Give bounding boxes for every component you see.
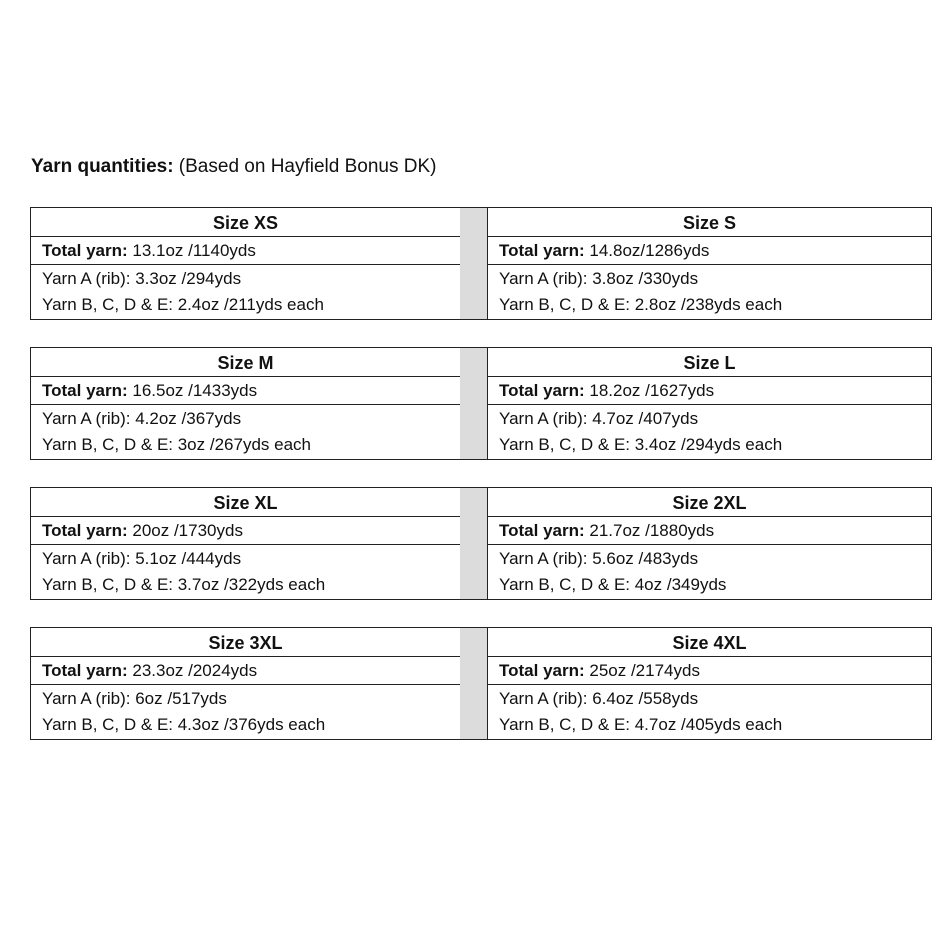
total-yarn-value: 23.3oz /2024yds (127, 661, 258, 680)
yarn-bcde-row: Yarn B, C, D & E: 2.8oz /238yds each (499, 295, 783, 314)
yarn-bcde-row: Yarn B, C, D & E: 3.7oz /322yds each (42, 575, 326, 594)
size-table-3xl (30, 627, 461, 740)
total-yarn-label: Total yarn: (42, 241, 128, 260)
table-divider (460, 487, 488, 600)
total-yarn-value: 13.1oz /1140yds (127, 241, 256, 260)
total-yarn-row (31, 657, 460, 685)
size-table-xl (30, 487, 461, 600)
total-yarn-value: 14.8oz/1286yds (584, 241, 710, 260)
total-yarn-row (31, 237, 460, 265)
yarn-a-row: Yarn A (rib): 6.4oz /558yds (499, 689, 699, 708)
total-yarn-label: Total yarn: (499, 241, 585, 260)
size-title: Size 2XL (488, 488, 931, 517)
size-row-xs-s (30, 207, 932, 320)
size-table-2xl (487, 487, 932, 600)
table-divider (460, 627, 488, 740)
heading-source: (Based on Hayfield Bonus DK) (173, 156, 437, 177)
total-yarn-value: 16.5oz /1433yds (127, 381, 258, 400)
total-yarn-label: Total yarn: (42, 521, 128, 540)
size-table-m (30, 347, 461, 460)
yarn-bcde-row: Yarn B, C, D & E: 4.7oz /405yds each (499, 715, 783, 734)
yarn-bcde-row: Yarn B, C, D & E: 3.4oz /294yds each (499, 435, 783, 454)
total-yarn-value: 18.2oz /1627yds (584, 381, 715, 400)
total-yarn-label: Total yarn: (42, 381, 128, 400)
size-title: Size 3XL (31, 628, 460, 657)
yarn-bcde-row: Yarn B, C, D & E: 3oz /267yds each (42, 435, 311, 454)
total-yarn-value: 20oz /1730yds (127, 521, 243, 540)
total-yarn-value: 21.7oz /1880yds (584, 521, 715, 540)
total-yarn-row (488, 517, 931, 545)
total-yarn-row (488, 377, 931, 405)
total-yarn-row (31, 377, 460, 405)
size-title: Size M (31, 348, 460, 377)
page-heading (31, 155, 437, 179)
table-divider (460, 207, 488, 320)
total-yarn-label: Total yarn: (499, 521, 585, 540)
yarn-a-row: Yarn A (rib): 6oz /517yds (42, 689, 227, 708)
size-table-4xl (487, 627, 932, 740)
total-yarn-value: 25oz /2174yds (584, 661, 700, 680)
total-yarn-label: Total yarn: (499, 661, 585, 680)
size-table-l (487, 347, 932, 460)
table-divider (460, 347, 488, 460)
size-title: Size L (488, 348, 931, 377)
total-yarn-row (488, 237, 931, 265)
total-yarn-row (31, 517, 460, 545)
size-row-xl-2xl (30, 487, 932, 600)
size-table-s (487, 207, 932, 320)
yarn-a-row: Yarn A (rib): 4.7oz /407yds (499, 409, 699, 428)
total-yarn-row (488, 657, 931, 685)
yarn-a-row: Yarn A (rib): 3.3oz /294yds (42, 269, 242, 288)
yarn-a-row: Yarn A (rib): 3.8oz /330yds (499, 269, 699, 288)
yarn-bcde-row: Yarn B, C, D & E: 4.3oz /376yds each (42, 715, 326, 734)
yarn-a-row: Yarn A (rib): 4.2oz /367yds (42, 409, 242, 428)
size-title: Size S (488, 208, 931, 237)
size-title: Size XS (31, 208, 460, 237)
size-title: Size 4XL (488, 628, 931, 657)
yarn-a-row: Yarn A (rib): 5.1oz /444yds (42, 549, 242, 568)
size-title: Size XL (31, 488, 460, 517)
total-yarn-label: Total yarn: (499, 381, 585, 400)
heading-label: Yarn quantities: (31, 156, 174, 177)
total-yarn-label: Total yarn: (42, 661, 128, 680)
size-row-m-l (30, 347, 932, 460)
size-table-xs (30, 207, 461, 320)
yarn-a-row: Yarn A (rib): 5.6oz /483yds (499, 549, 699, 568)
yarn-bcde-row: Yarn B, C, D & E: 4oz /349yds (499, 575, 727, 594)
yarn-bcde-row: Yarn B, C, D & E: 2.4oz /211yds each (42, 295, 324, 314)
size-row-3xl-4xl (30, 627, 932, 740)
